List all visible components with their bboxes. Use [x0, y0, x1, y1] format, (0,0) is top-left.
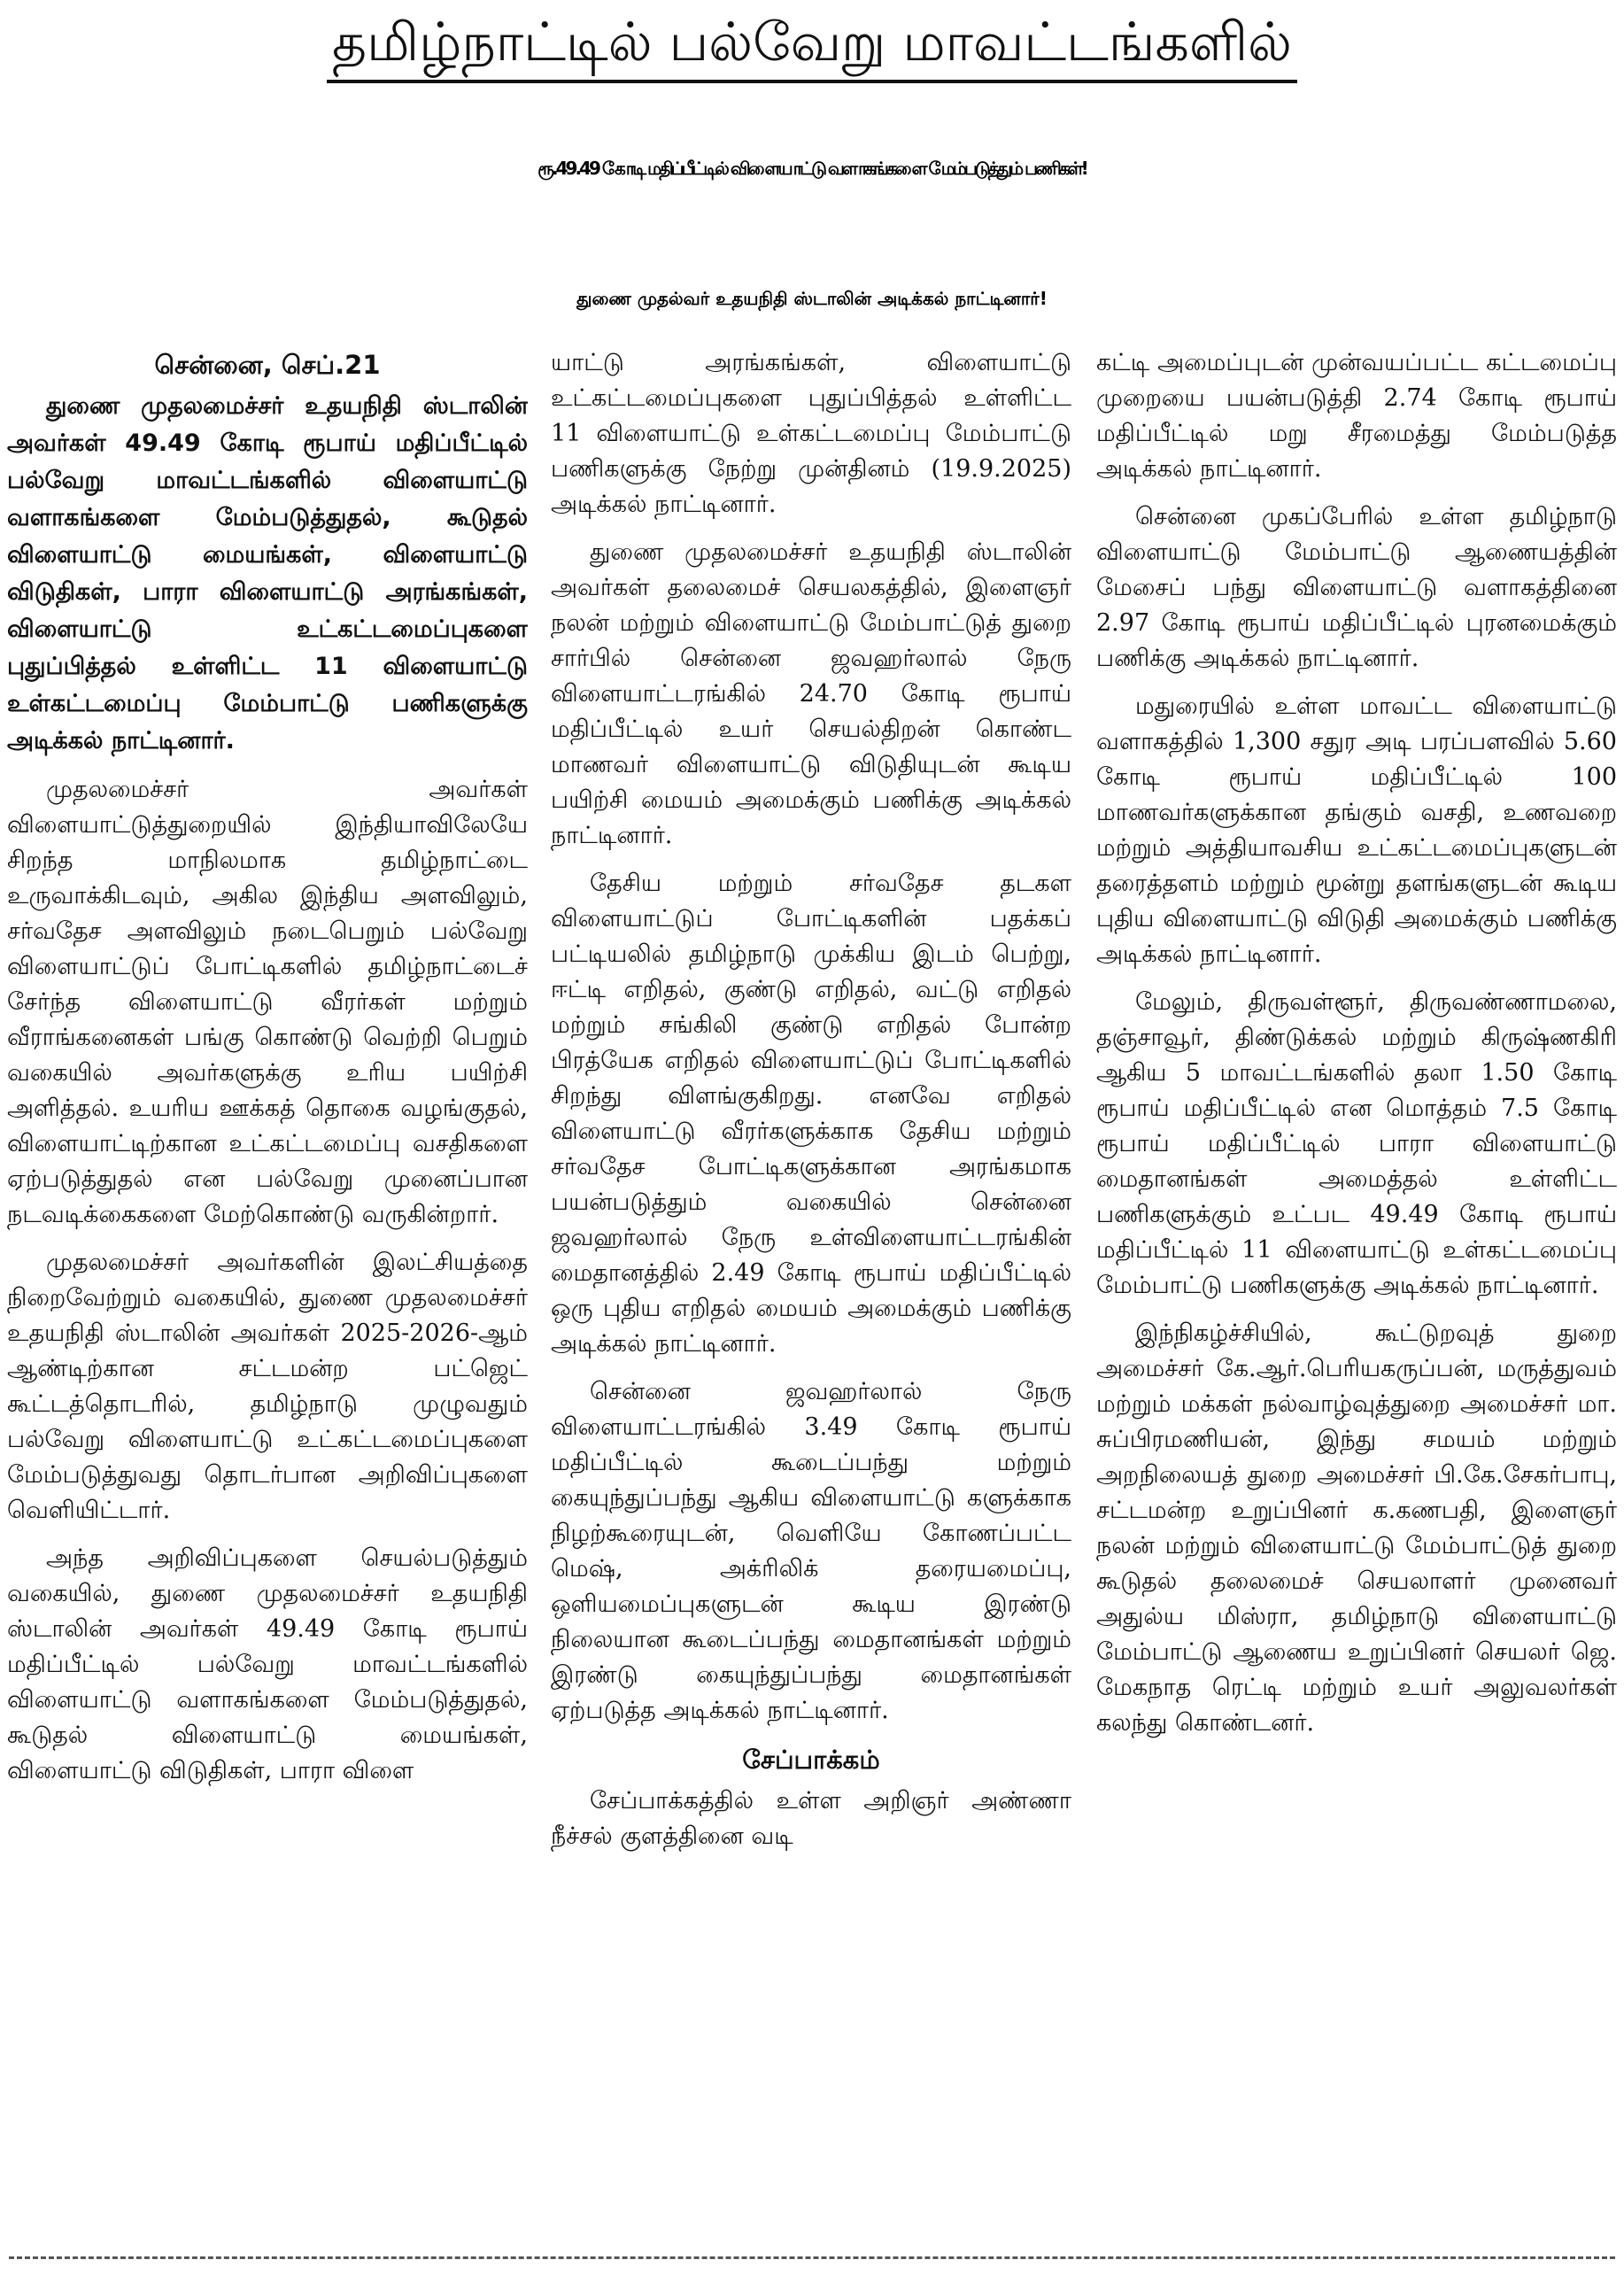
- subheadline: துணை முதல்வர் உதயநிதி ஸ்டாலின் அடிக்கல் நாட்டினார்!: [576, 288, 1048, 309]
- paragraph: அந்த அறிவிப்புகளை செயல்படுத்தும் வகையில், துணை முதலமைச்சர் உதயநிதி ஸ்டாலின் அவர்கள் 49.49 கோடி ரூபாய் மதிப்பீட்டில் பல்வேறு மாவட்டங்களில் விளையாட்டு வளாகங்களை மேம்படுத்துதல், கூடுதல் விளையாட்டு மையங்கள், விளையாட்டு விடுதிகள், பாரா விளை: [7, 1544, 528, 1784]
- article-column-2: [551, 345, 1071, 2223]
- paragraph: துணை முதலமைச்சர் உதயநிதி ஸ்டாலின் அவர்கள் தலைமைச் செயலகத்தில், இளைஞர் நலன் மற்றும் விளையாட்டு மேம்பாட்டுத் துறை சார்பில் சென்னை ஜவஹர்லால் நேரு விளையாட்டரங்கில் 24.70 கோடி ரூபாய் மதிப்பீட்டில் உயர் செயல்திறன் கொண்ட மாணவர் விளையாட்டு விடுதியுடன் கூடிய பயிற்சி மையம் அமைக்கும் பணிக்கு அடிக்கல் நாட்டினார்.: [551, 538, 1071, 849]
- dateline: சென்னை, செப்.21: [154, 350, 381, 380]
- paragraph: யாட்டு அரங்கங்கள், விளையாட்டு உட்கட்டமைப்புகளை புதுப்பித்தல் உள்ளிட்ட 11 விளையாட்டு உள்கட்டமைப்பு மேம்பாட்டு பணிகளுக்கு நேற்று முன்தினம் (19.9.2025) அடிக்கல் நாட்டினார்.: [551, 349, 1071, 518]
- headline: ரூ.49.49 கோடி மதிப்பீட்டில் விளையாட்டு வளாகங்களை மேம்படுத்தும் பணிகள்!: [537, 158, 1087, 179]
- paragraph: சேப்பாக்கத்தில் உள்ள அறிஞர் அண்ணா நீச்சல் குளத்தினை வடி: [551, 1787, 1071, 1850]
- paragraph: முதலமைச்சர் அவர்கள் விளையாட்டுத்துறையில் இந்தியாவிலேயே சிறந்த மாநிலமாக தமிழ்நாட்டை உருவாக்கிடவும், அகில இந்திய அளவிலும், சர்வதேச அளவிலும் நடைபெறும் பல்வேறு விளையாட்டுப் போட்டிகளில் தமிழ்நாட்டைச் சேர்ந்த விளையாட்டு வீரர்கள் மற்றும் வீராங்கனைகள் பங்கு கொண்டு வெற்றி பெறும் வகையில் அவர்களுக்கு உரிய பயிற்சி அளித்தல். உயரிய ஊக்கத் தொகை வழங்குதல், விளையாட்டிற்கான உட்கட்டமைப்பு வசதிகளை ஏற்படுத்துதல் என பல்வேறு முனைப்பான நடவடிக்கைகளை மேற்கொண்டு வருகின்றார்.: [7, 776, 528, 1228]
- paragraph: மதுரையில் உள்ள மாவட்ட விளையாட்டு வளாகத்தில் 1,300 சதுர அடி பரப்பளவில் 5.60 கோடி ரூபாய் மதிப்பீட்டில் 100 மாணவர்களுக்கான தங்கும் வசதி, உணவறை மற்றும் அத்தியாவசிய உட்கட்டமைப்புகளுடன் தரைத்தளம் மற்றும் மூன்று தளங்களுடன் கூடிய புதிய விளையாட்டு விடுதி அமைக்கும் பணிக்கு அடிக்கல் நாட்டினார்.: [1096, 693, 1617, 968]
- bottom-dashed-rule: [9, 2256, 1615, 2259]
- paragraph: முதலமைச்சர் அவர்களின் இலட்சியத்தை நிறைவேற்றும் வகையில், துணை முதலமைச்சர் உதயநிதி ஸ்டாலின் அவர்கள் 2025-2026-ஆம் ஆண்டிற்கான சட்டமன்ற பட்ஜெட் கூட்டத்தொடரில், தமிழ்நாடு முழுவதும் பல்வேறு விளையாட்டு உட்கட்டமைப்புகளை மேம்படுத்துவது தொடர்பான அறிவிப்புகளை வெளியிட்டார்.: [7, 1249, 528, 1524]
- article-column-3: [1096, 345, 1617, 2223]
- section-subhead: சேப்பாக்கம்: [742, 1745, 880, 1775]
- paragraph: சென்னை ஜவஹர்லால் நேரு விளையாட்டரங்கில் 3.49 கோடி ரூபாய் மதிப்பீட்டில் கூடைப்பந்து மற்றும் கையுந்துப்பந்து ஆகிய விளையாட்டு களுக்காக நிழற்கூரையுடன், வெளியே கோணப்பட்ட மெஷ், அக்ரிலிக் தரையமைப்பு, ஒளியமைப்புகளுடன் கூடிய இரண்டு நிலையான கூடைப்பந்து மைதானங்கள் மற்றும் இரண்டு கையுந்துப்பந்து மைதானங்கள் ஏற்படுத்த அடிக்கல் நாட்டினார்.: [551, 1378, 1071, 1724]
- kicker-text: தமிழ்நாட்டில் பல்வேறு மாவட்டங்களில்: [327, 7, 1297, 83]
- paragraph: கட்டி அமைப்புடன் முன்வயப்பட்ட கட்டமைப்பு முறையை பயன்படுத்தி 2.74 கோடி ரூபாய் மதிப்பீட்டில் மறு சீரமைத்து மேம்படுத்த அடிக்கல் நாட்டினார்.: [1096, 349, 1617, 483]
- kicker: [0, 7, 1624, 83]
- paragraph: சென்னை முகப்பேரில் உள்ள தமிழ்நாடு விளையாட்டு மேம்பாட்டு ஆணையத்தின் மேசைப் பந்து விளையாட்டு வளாகத்தினை 2.97 கோடி ரூபாய் மதிப்பீட்டில் புரனமைக்கும் பணிக்கு அடிக்கல் நாட்டினார்.: [1096, 503, 1617, 672]
- paragraph: இந்நிகழ்ச்சியில், கூட்டுறவுத் துறை அமைச்சர் கே.ஆர்.பெரியகருப்பன், மருத்துவம் மற்றும் மக்கள் நல்வாழ்வுத்துறை அமைச்சர் மா. சுப்பிரமணியன், இந்து சமயம் மற்றும் அறநிலையத் துறை அமைச்சர் பி.கே.சேகர்பாபு, சட்டமன்ற உறுப்பினர் க.கணபதி, இளைஞர் நலன் மற்றும் விளையாட்டு மேம்பாட்டுத் துறை கூடுதல் தலைமைச் செயலாளர் முனைவர் அதுல்ய மிஸ்ரா, தமிழ்நாடு விளையாட்டு மேம்பாட்டு ஆணைய உறுப்பினர் செயலர் ஜெ. மேகநாத ரெட்டி மற்றும் உயர் அலுவலர்கள் கலந்து கொண்டனர்.: [1096, 1319, 1617, 1737]
- paragraph: தேசிய மற்றும் சர்வதேச தடகள விளையாட்டுப் போட்டிகளின் பதக்கப் பட்டியலில் தமிழ்நாடு முக்கிய இடம் பெற்று, ஈட்டி எறிதல், குண்டு எறிதல், வட்டு எறிதல் மற்றும் சங்கிலி குண்டு எறிதல் போன்ற பிரத்யேக எறிதல் விளையாட்டுப் போட்டிகளில் சிறந்து விளங்குகிறது. எனவே எறிதல் விளையாட்டு வீரர்களுக்காக தேசிய மற்றும் சர்வதேச போட்டிகளுக்கான அரங்கமாக பயன்படுத்தும் வகையில் சென்னை ஜவஹர்லால் நேரு உள்விளையாட்டரங்கின் மைதானத்தில் 2.49 கோடி ரூபாய் மதிப்பீட்டில் ஒரு புதிய எறிதல் மையம் அமைக்கும் பணிக்கு அடிக்கல் நாட்டினார்.: [551, 870, 1071, 1358]
- article-column-1: [7, 345, 528, 2223]
- lead-paragraph: துணை முதலமைச்சர் உதயநிதி ஸ்டாலின் அவர்கள் 49.49 கோடி ரூபாய் மதிப்பீட்டில் பல்வேறு மாவட்டங்களில் விளையாட்டு வளாகங்களை மேம்படுத்துதல், கூடுதல் விளையாட்டு மையங்கள், விளையாட்டு விடுதிகள், பாரா விளையாட்டு அரங்கங்கள், விளையாட்டு உட்கட்டமைப்புகளை புதுப்பித்தல் உள்ளிட்ட 11 விளையாட்டு உள்கட்டமைப்பு மேம்பாட்டு பணிகளுக்கு அடிக்கல் நாட்டினார்.: [7, 392, 528, 755]
- paragraph: மேலும், திருவள்ளூர், திருவண்ணாமலை, தஞ்சாவூர், திண்டுக்கல் மற்றும் கிருஷ்ணகிரி ஆகிய 5 மாவட்டங்களில் தலா 1.50 கோடி ரூபாய் மதிப்பீட்டில் என மொத்தம் 7.5 கோடி ரூபாய் மதிப்பீட்டில் பாரா விளையாட்டு மைதானங்கள் அமைத்தல் உள்ளிட்ட பணிகளுக்கும் உட்பட 49.49 கோடி ரூபாய் மதிப்பீட்டில் 11 விளையாட்டு உள்கட்டமைப்பு மேம்பாட்டு பணிகளுக்கு அடிக்கல் நாட்டினார்.: [1096, 988, 1617, 1299]
